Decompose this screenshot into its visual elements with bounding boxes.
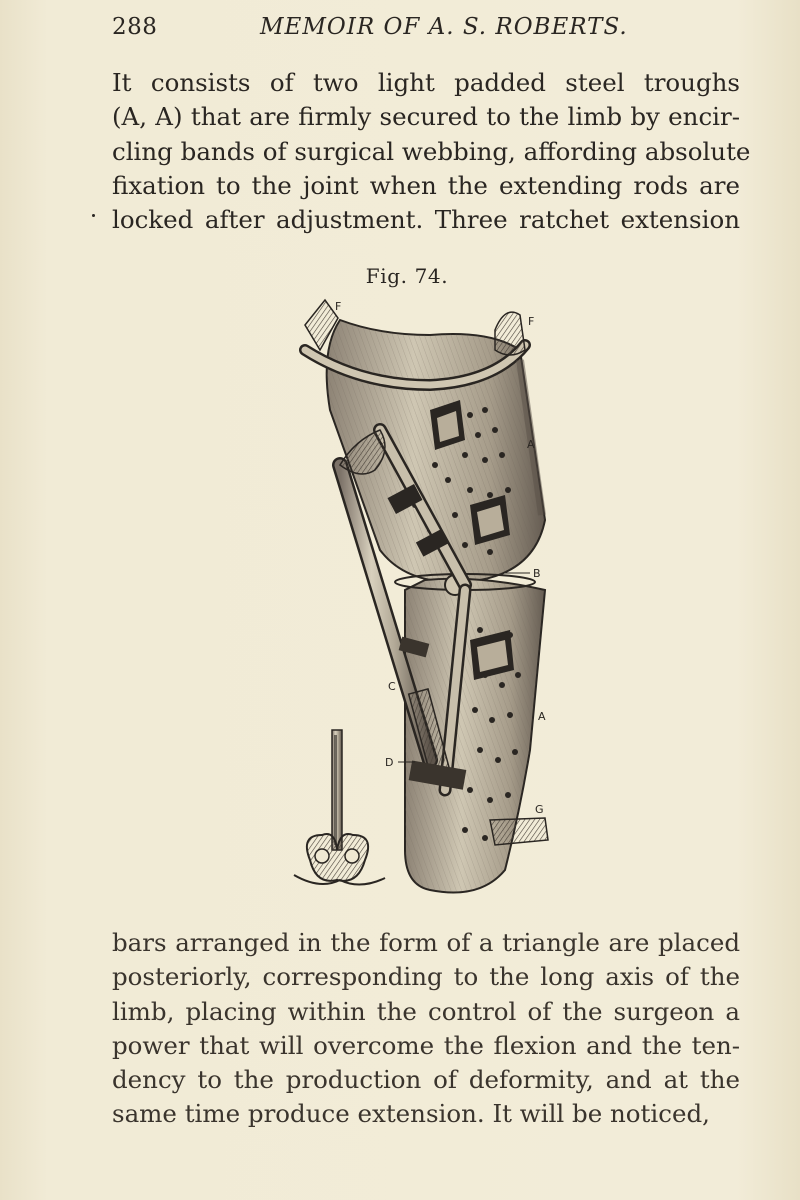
figure-caption: Fig. 74. <box>365 264 449 288</box>
label-f-left: F <box>335 300 342 313</box>
label-a-upper: A <box>527 438 535 451</box>
text-line: It consists of two light padded steel troughs <box>112 68 740 97</box>
label-g: G <box>535 803 544 816</box>
text-line: limb, placing within the control of the surgeon a <box>112 996 740 1026</box>
running-head: MEMOIR OF A. S. ROBERTS. <box>260 14 628 40</box>
text-line: dency to the production of deformity, and at the <box>112 1065 740 1095</box>
text-line: power that will overcome the flexion and the ten- <box>112 1030 740 1060</box>
paragraph-upper <box>112 66 751 237</box>
text-line: bars arranged in the form of a triangle are placed <box>112 928 740 957</box>
inline-reference: (A, A) <box>112 102 183 132</box>
paragraph-lower <box>112 926 740 1132</box>
text-line: posteriorly, corresponding to the long axis of the <box>112 962 740 992</box>
knee-brace-illustration <box>280 290 580 910</box>
text-line <box>112 100 740 134</box>
print-speck <box>92 214 95 217</box>
text-line: cling bands of surgical webbing, affording absolute <box>112 136 751 166</box>
label-a-lower: A <box>538 710 546 723</box>
ratchet-key <box>294 730 385 885</box>
page-header <box>112 14 692 44</box>
label-f-right: F <box>528 315 535 328</box>
page-number: 288 <box>112 14 158 40</box>
label-b: B <box>533 567 541 580</box>
text-line-rest: that are firmly secured to the limb by encir- <box>190 102 740 132</box>
text-line: fixation to the joint when the extending rods are <box>112 170 740 200</box>
text-line: same time produce extension. It will be noticed, <box>112 1099 710 1129</box>
label-c: C <box>388 680 396 693</box>
text-line: locked after adjustment. Three ratchet extension <box>112 205 740 235</box>
label-d: D <box>385 756 394 769</box>
